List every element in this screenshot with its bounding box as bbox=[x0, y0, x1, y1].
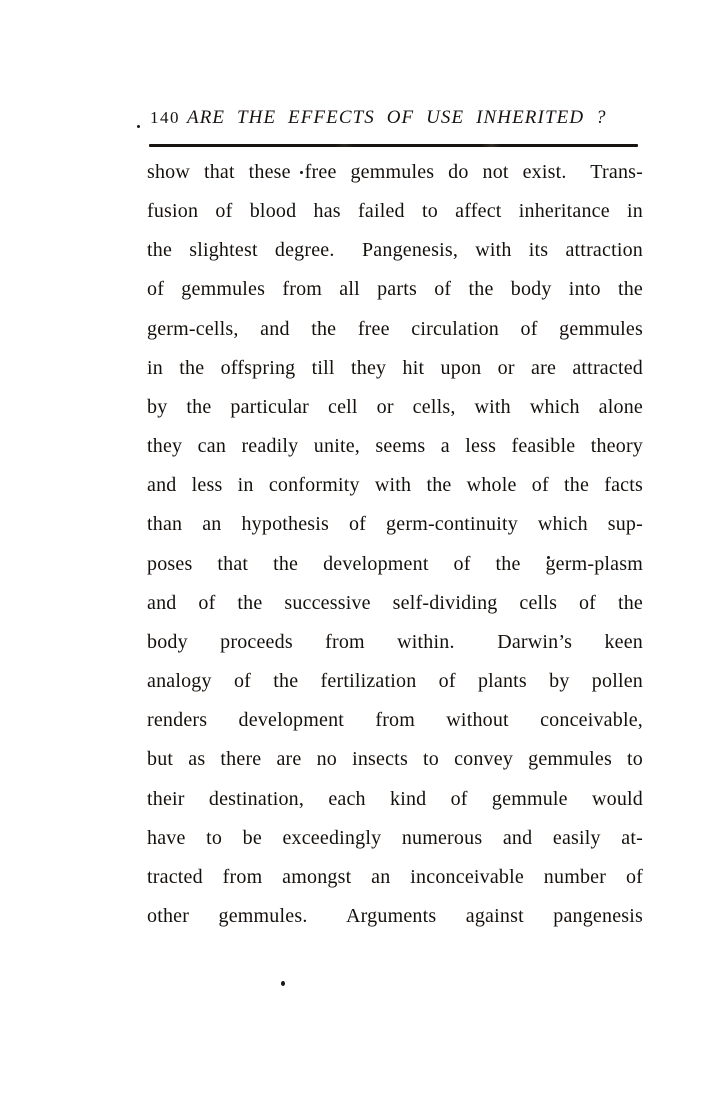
text-line: have to be exceedingly numerous and easily at- bbox=[147, 826, 643, 849]
text-line: their destination, each kind of gemmule would bbox=[147, 787, 643, 810]
text-line: and less in conformity with the whole of the facts bbox=[147, 474, 643, 497]
text-line: analogy of the fertilization of plants by pollen bbox=[147, 670, 643, 693]
scan-speck bbox=[281, 981, 285, 986]
scan-speck bbox=[137, 125, 140, 128]
text-line: body proceeds from within. Darwin’s keen bbox=[147, 630, 643, 653]
page-number: 140 bbox=[150, 108, 180, 127]
text-line: but as there are no insects to convey gemmules to bbox=[147, 748, 643, 771]
text-line: by the particular cell or cells, with which alone bbox=[147, 395, 643, 418]
text-line: in the offspring till they hit upon or are attracted bbox=[147, 356, 643, 379]
body-text bbox=[147, 153, 643, 936]
text-line: show that these free gemmules do not exist. Trans- bbox=[147, 161, 643, 183]
text-line: germ-cells, and the free circulation of gemmules bbox=[147, 317, 643, 340]
page-header bbox=[150, 107, 642, 129]
text-line: renders development from without conceivable, bbox=[147, 709, 643, 732]
text-line: of gemmules from all parts of the body into the bbox=[147, 278, 643, 301]
running-title: ARE THE EFFECTS OF USE INHERITED ? bbox=[187, 107, 607, 128]
text-line: than an hypothesis of germ-continuity which sup- bbox=[147, 513, 643, 536]
text-line: tracted from amongst an inconceivable number of bbox=[147, 865, 643, 888]
text-line: poses that the development of the germ-plasm bbox=[147, 552, 643, 575]
text-line: they can readily unite, seems a less feasible theory bbox=[147, 435, 643, 458]
text-line: fusion of blood has failed to affect inheritance in bbox=[147, 200, 643, 223]
text-line: the slightest degree. Pangenesis, with its attraction bbox=[147, 239, 643, 262]
text-line: other gemmules. Arguments against pangenesis bbox=[147, 904, 643, 927]
text-line: and of the successive self-dividing cells of the bbox=[147, 591, 643, 614]
header-rule bbox=[149, 144, 638, 147]
